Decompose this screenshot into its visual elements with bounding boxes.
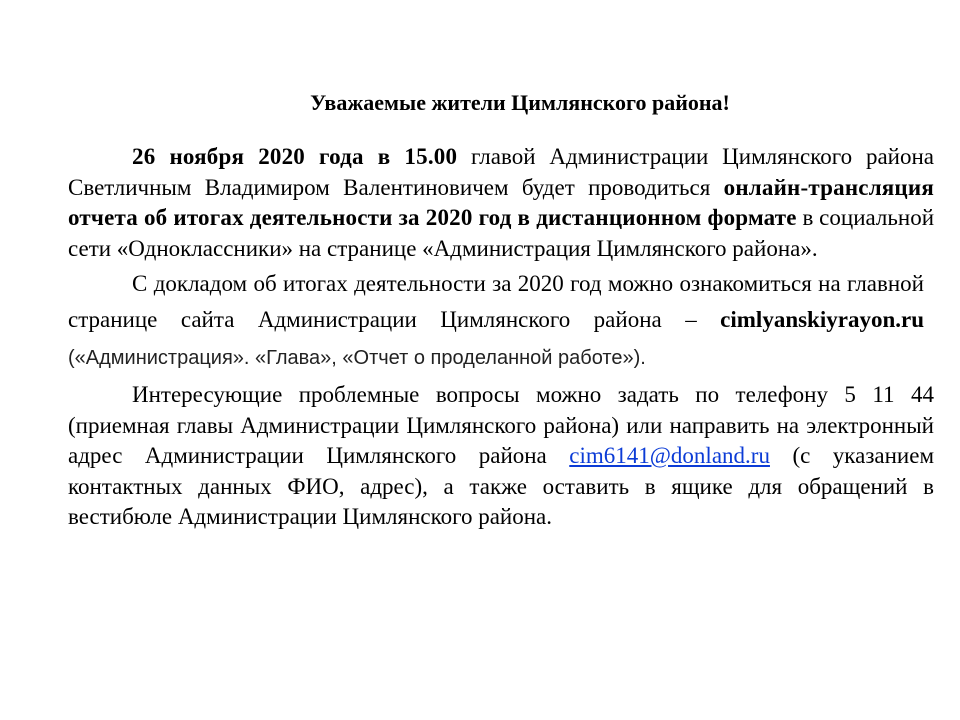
paragraph1-text-b: в социальной сети «Одноклассники» на странице «Администрация Цимлянского района». xyxy=(68,205,934,261)
report-paragraph xyxy=(68,266,924,376)
paragraph1-text-a: главой Администрации Цимлянского района Светличным Владимиром Валентиновичем будет проводиться xyxy=(68,144,934,200)
broadcast-emphasis: онлайн-трансляция отчета об итогах деятельности за 2020 год в дистанционном формате xyxy=(68,174,934,230)
paragraph3-text-b: (с указанием контактных данных ФИО, адрес), а также оставить в ящике для обращений в вестибюле Администрации Цимлянского района. xyxy=(68,443,934,529)
document-page xyxy=(68,88,934,533)
site-address: cimlyanskiyrayon.ru xyxy=(720,307,924,332)
paragraph2-text-b: («Администрация». «Глава», «Отчет о проделанной работе»). xyxy=(68,347,646,369)
contact-paragraph xyxy=(68,380,934,533)
paragraph3-text-a: Интересующие проблемные вопросы можно задать по телефону 5 11 44 (приемная главы Администрации Цимлянского района) или направить на электронный адрес Администрации Цимлянского района xyxy=(68,382,934,468)
page-title: Уважаемые жители Цимлянского района! xyxy=(310,90,730,115)
paragraph2-text-a: С докладом об итогах деятельности за 2020 год можно ознакомиться на главной странице сайта Администрации Цимлянского района – xyxy=(68,271,924,332)
email-link[interactable]: cim6141@donland.ru xyxy=(569,443,770,468)
announcement-paragraph xyxy=(68,142,934,264)
event-date-time: 26 ноября 2020 года в 15.00 xyxy=(132,144,458,169)
